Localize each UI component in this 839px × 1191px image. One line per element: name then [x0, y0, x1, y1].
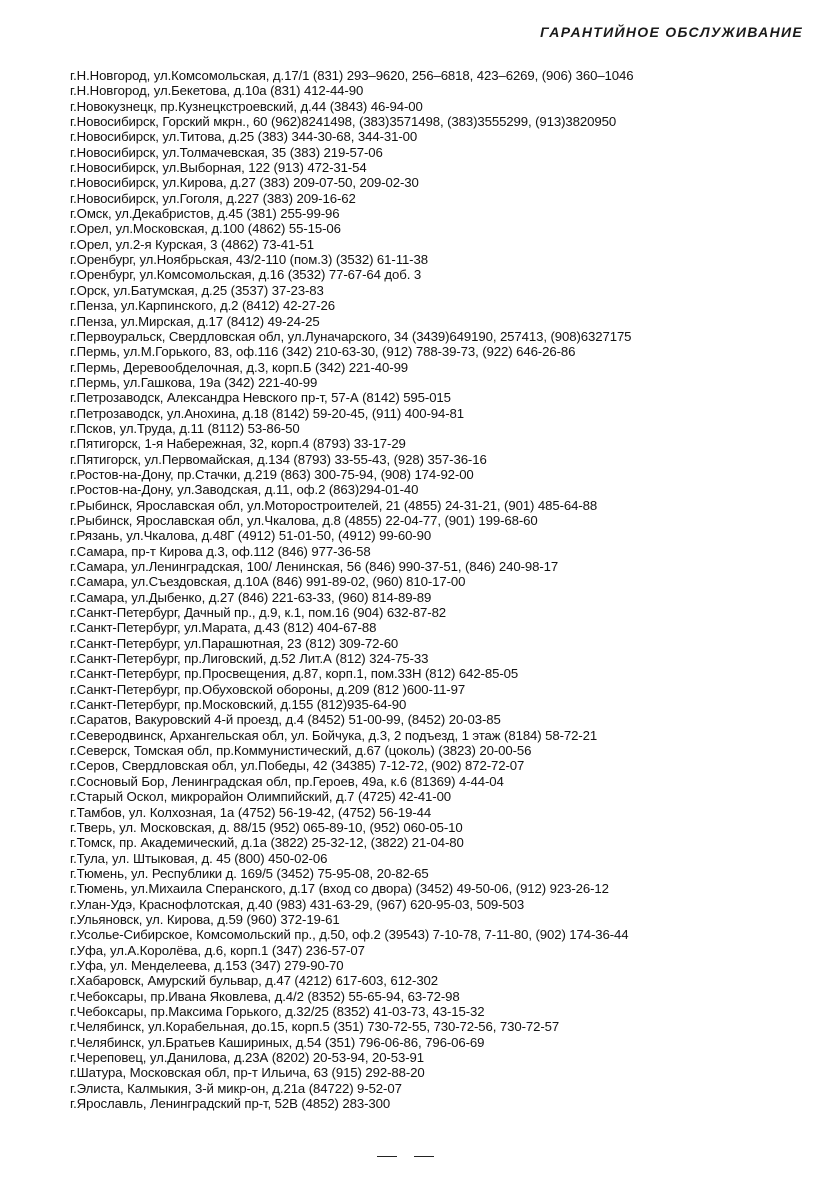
service-center-entry: г.Саратов, Вакуровский 4-й проезд, д.4 (8452) 51-00-99, (8452) 20-03-85	[70, 712, 501, 728]
service-center-entry: г.Пермь, Деревообделочная, д.3, корп.Б (342) 221-40-99	[70, 359, 409, 375]
service-center-entry: г.Н.Новгород, ул.Комсомольская, д.17/1 (831) 293–9620, 256–6818, 423–6269, (906) 360–1046	[70, 68, 634, 83]
service-center-entry: г.Новосибирск, ул.Кирова, д.27 (383) 209-07-50, 209-02-30	[70, 175, 419, 191]
service-center-entry: г.Санкт-Петербург, ул.Марата, д.43 (812) 404-67-88	[70, 620, 377, 636]
service-center-entry: г.Челябинск, ул.Корабельная, до.15, корп.5 (351) 730-72-55, 730-72-56, 730-72-57	[70, 1019, 560, 1035]
service-center-entry: г.Серов, Свердловская обл, ул.Победы, 42 (34385) 7-12-72, (902) 872-72-07	[70, 758, 525, 774]
service-center-entry: г.Первоуральск, Свердловская обл, ул.Луначарского, 34 (3439)649190, 257413, (908)6327175	[70, 328, 632, 344]
service-center-entry: г.Сосновый Бор, Ленинградская обл, пр.Героев, 49а, к.6 (81369) 4-44-04	[70, 773, 504, 789]
service-center-entry: г.Омск, ул.Декабристов, д.45 (381) 255-99-96	[70, 206, 340, 222]
service-center-entry: г.Ростов-на-Дону, пр.Стачки, д.219 (863) 300-75-94, (908) 174-92-00	[70, 466, 474, 482]
service-center-entry: г.Псков, ул.Труда, д.11 (8112) 53-86-50	[70, 420, 300, 436]
service-center-entry: г.Ульяновск, ул. Кирова, д.59 (960) 372-19-61	[70, 911, 340, 927]
service-center-entry: г.Тамбов, ул. Колхозная, 1а (4752) 56-19-42, (4752) 56-19-44	[70, 804, 432, 820]
service-center-entry: г.Пермь, ул.М.Горького, 83, оф.116 (342) 210-63-30, (912) 788-39-73, (922) 646-26-86	[70, 344, 576, 360]
service-center-entry: г.Оренбург, ул.Ноябрьская, 43/2-110 (пом.3) (3532) 61-11-38	[70, 252, 428, 268]
service-center-entry: г.Тверь, ул. Московская, д. 88/15 (952) 065-89-10, (952) 060-05-10	[70, 819, 463, 835]
service-center-entry: г.Новосибирск, ул.Титова, д.25 (383) 344-30-68, 344-31-00	[70, 129, 418, 145]
service-center-entry: г.Элиста, Калмыкия, 3-й микр-он, д.21а (84722) 9-52-07	[70, 1080, 402, 1096]
service-center-entry: г.Чебоксары, пр.Ивана Яковлева, д.4/2 (8352) 55-65-94, 63-72-98	[70, 988, 460, 1004]
service-center-list	[70, 68, 810, 1111]
service-center-entry: г.Санкт-Петербург, пр.Просвещения, д.87, корп.1, пом.33Н (812) 642-85-05	[70, 666, 519, 682]
service-center-entry: г.Санкт-Петербург, пр.Обуховской обороны, д.209 (812 )600-11-97	[70, 681, 466, 697]
service-center-entry: г.Череповец, ул.Данилова, д.23А (8202) 20-53-94, 20-53-91	[70, 1050, 424, 1065]
service-center-entry: г.Хабаровск, Амурский бульвар, д.47 (4212) 617-603, 612-302	[70, 973, 439, 989]
service-center-entry: г.Чебоксары, пр.Максима Горького, д.32/25 (8352) 41-03-73, 43-15-32	[70, 1003, 485, 1019]
service-center-entry: г.Рязань, ул.Чкалова, д.48Г (4912) 51-01-50, (4912) 99-60-90	[70, 528, 432, 544]
page-footer-marks	[377, 1156, 437, 1160]
service-center-entry: г.Орел, ул.Московская, д.100 (4862) 55-15-06	[70, 221, 341, 237]
service-center-entry: г.Новокузнецк, пр.Кузнецкстроевский, д.44 (3843) 46-94-00	[70, 98, 423, 114]
service-center-entry: г.Пермь, ул.Гашкова, 19а (342) 221-40-99	[70, 374, 318, 390]
service-center-entry: г.Орел, ул.2-я Курская, 3 (4862) 73-41-51	[70, 236, 314, 252]
service-center-entry: г.Тюмень, ул. Республики д. 169/5 (3452) 75-95-08, 20-82-65	[70, 865, 429, 881]
service-center-entry: г.Пенза, ул.Карпинского, д.2 (8412) 42-27-26	[70, 298, 336, 314]
service-center-entry: г.Новосибирск, ул.Гоголя, д.227 (383) 209-16-62	[70, 190, 356, 206]
service-center-entry: г.Санкт-Петербург, ул.Парашютная, 23 (812) 309-72-60	[70, 635, 399, 651]
service-center-entry: г.Томск, пр. Академический, д.1а (3822) 25-32-12, (3822) 21-04-80	[70, 835, 464, 851]
footer-dash-right	[414, 1156, 434, 1157]
service-center-entry: г.Самара, ул.Съездовская, д.10А (846) 991-89-02, (960) 810-17-00	[70, 574, 466, 590]
service-center-entry: г.Пятигорск, ул.Первомайская, д.134 (8793) 33-55-43, (928) 357-36-16	[70, 451, 487, 467]
service-center-entry: г.Самара, пр-т Кирова д.3, оф.112 (846) 977-36-58	[70, 543, 371, 559]
service-center-entry: г.Тюмень, ул.Михаила Сперанского, д.17 (вход со двора) (3452) 49-50-06, (912) 923-26-12	[70, 881, 609, 897]
service-center-entry: г.Челябинск, ул.Братьев Кашириных, д.54 (351) 796-06-86, 796-06-69	[70, 1034, 485, 1050]
service-center-entry: г.Тула, ул. Штыковая, д. 45 (800) 450-02-06	[70, 850, 328, 866]
service-center-entry: г.Самара, ул.Дыбенко, д.27 (846) 221-63-33, (960) 814-89-89	[70, 589, 432, 605]
page-header-title: ГАРАНТИЙНОЕ ОБСЛУЖИВАНИЕ	[540, 24, 803, 40]
service-center-entry: г.Новосибирск, ул.Выборная, 122 (913) 472-31-54	[70, 160, 367, 176]
service-center-entry: г.Северск, Томская обл, пр.Коммунистический, д.67 (цоколь) (3823) 20-00-56	[70, 743, 532, 759]
service-center-entry: г.Санкт-Петербург, Дачный пр., д.9, к.1, пом.16 (904) 632-87-82	[70, 605, 447, 621]
service-center-entry: г.Старый Оскол, микрорайон Олимпийский, д.7 (4725) 42-41-00	[70, 789, 452, 805]
service-center-entry: г.Санкт-Петербург, пр.Лиговский, д.52 Лит.А (812) 324-75-33	[70, 651, 429, 667]
service-center-entry: г.Петрозаводск, Александра Невского пр-т, 57-А (8142) 595-015	[70, 390, 451, 406]
service-center-entry: г.Оренбург, ул.Комсомольская, д.16 (3532) 77-67-64 доб. 3	[70, 267, 422, 283]
service-center-entry: г.Уфа, ул.А.Королёва, д.6, корп.1 (347) 236-57-07	[70, 942, 365, 958]
service-center-entry: г.Санкт-Петербург, пр.Московский, д.155 (812)935-64-90	[70, 697, 407, 713]
service-center-entry: г.Северодвинск, Архангельская обл, ул. Бойчука, д.3, 2 подъезд, 1 этаж (8184) 58-72-21	[70, 727, 598, 743]
footer-dash-left	[377, 1156, 397, 1157]
service-center-entry: г.Новосибирск, ул.Толмачевская, 35 (383) 219-57-06	[70, 144, 383, 160]
service-center-entry: г.Самара, ул.Ленинградская, 100/ Ленинская, 56 (846) 990-37-51, (846) 240-98-17	[70, 559, 559, 574]
service-center-entry: г.Ярославль, Ленинградский пр-т, 52В (4852) 283-300	[70, 1096, 391, 1112]
service-center-entry: г.Новосибирск, Горский мкрн., 60 (962)8241498, (383)3571498, (383)3555299, (913)3820950	[70, 114, 617, 130]
service-center-entry: г.Н.Новгород, ул.Бекетова, д.10а (831) 412-44-90	[70, 83, 364, 99]
service-center-entry: г.Усолье-Сибирское, Комсомольский пр., д.50, оф.2 (39543) 7-10-78, 7-11-80, (902) 174-36-44	[70, 927, 629, 943]
service-center-entry: г.Пятигорск, 1-я Набережная, 32, корп.4 (8793) 33-17-29	[70, 436, 406, 452]
service-center-entry: г.Ростов-на-Дону, ул.Заводская, д.11, оф.2 (863)294-01-40	[70, 482, 419, 498]
service-center-entry: г.Улан-Удэ, Краснофлотская, д.40 (983) 431-63-29, (967) 620-95-03, 509-503	[70, 896, 525, 912]
service-center-entry: г.Орск, ул.Батумская, д.25 (3537) 37-23-83	[70, 282, 324, 298]
service-center-entry: г.Рыбинск, Ярославская обл, ул.Моторостроителей, 21 (4855) 24-31-21, (901) 485-64-88	[70, 497, 598, 513]
service-center-entry: г.Шатура, Московская обл, пр-т Ильича, 63 (915) 292-88-20	[70, 1065, 425, 1081]
service-center-entry: г.Пенза, ул.Мирская, д.17 (8412) 49-24-25	[70, 313, 320, 329]
service-center-entry: г.Петрозаводск, ул.Анохина, д.18 (8142) 59-20-45, (911) 400-94-81	[70, 405, 464, 421]
service-center-entry: г.Уфа, ул. Менделеева, д.153 (347) 279-90-70	[70, 957, 344, 973]
service-center-entry: г.Рыбинск, Ярославская обл, ул.Чкалова, д.8 (4855) 22-04-77, (901) 199-68-60	[70, 512, 538, 528]
